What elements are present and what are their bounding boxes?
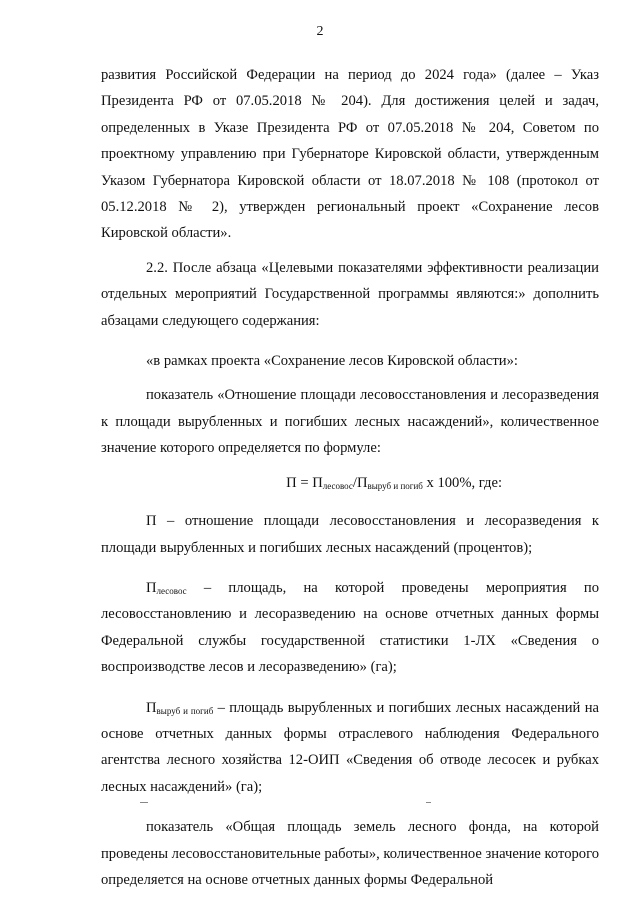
definition-text: – площадь вырубленных и погибших лесных насаждений на основе отчетных данных формы отраслевого наблюдения Федерального агентства лесного хозяйства 12-ОИП «Сведения об отводе лесосек и рубках лесных насаждений» (га);: [101, 699, 599, 795]
definition-symbol: П: [146, 579, 157, 596]
scan-mark-left: [140, 802, 148, 803]
definition-text: – площадь, на которой проведены мероприятия по лесовосстановлению и лесоразведению на основе отчетных данных формы Федеральной службы государственной статистики 1-ЛХ «Сведения о воспроизводстве лесов и лесоразведению» (га);: [101, 579, 599, 676]
definition-subscript: выруб и погиб: [156, 705, 214, 716]
paragraph-definition-p: П – отношение площади лесовосстановления и лесоразведения к площади вырубленных и погибших лесных насаждений (процентов);: [101, 513, 599, 556]
formula-subscript-lesovos: лесовос: [322, 480, 353, 491]
paragraph-section-2-2: 2.2. После абзаца «Целевыми показателями эффективности реализации отдельных мероприятий Государственной программы являются:» дополнить абзацами следующего содержания:: [101, 259, 599, 329]
formula-lhs: П = П: [286, 474, 323, 491]
formula-divider: /П: [352, 474, 368, 491]
definition-symbol: П: [146, 699, 157, 716]
paragraph-indicator-2: показатель «Общая площадь земель лесного фонда, на которой проведены лесовосстановительные работы», количественное значение которого определяется на основе отчетных данных формы Федеральной: [101, 819, 599, 888]
paragraph-project-heading: «в рамках проекта «Сохранение лесов Кировской области»:: [146, 353, 518, 370]
formula: [101, 470, 599, 496]
paragraph-definition-lesovos: [101, 575, 599, 681]
scan-mark-right: [426, 802, 431, 803]
formula-subscript-vyrub: выруб и погиб: [367, 480, 423, 491]
document-body: [101, 62, 599, 893]
definition-subscript: лесовос: [156, 585, 187, 596]
paragraph-indicator-1: показатель «Отношение площади лесовосстановления и лесоразведения к площади вырубленных и погибших лесных насаждений», количественное значение которого определяется по формуле:: [101, 387, 599, 457]
paragraph-definition-vyrub: [101, 695, 599, 801]
paragraph-decree-reference: развития Российской Федерации на период до 2024 года» (далее – Указ Президента РФ от 07.05.2018 № 204). Для достижения целей и задач, определенных в Указе Президента РФ от 07.05.2018 № 204, Советом по проектному управлению при Губернаторе Кировской области, утвержденным Указом Губернатора Кировской области от 18.07.2018 № 108 (протокол от 05.12.2018 № 2), утвержден региональный проект «Сохранение лесов Кировской области».: [101, 67, 599, 242]
page-number: 2: [316, 24, 324, 39]
formula-rhs: х 100%, где:: [422, 474, 502, 491]
